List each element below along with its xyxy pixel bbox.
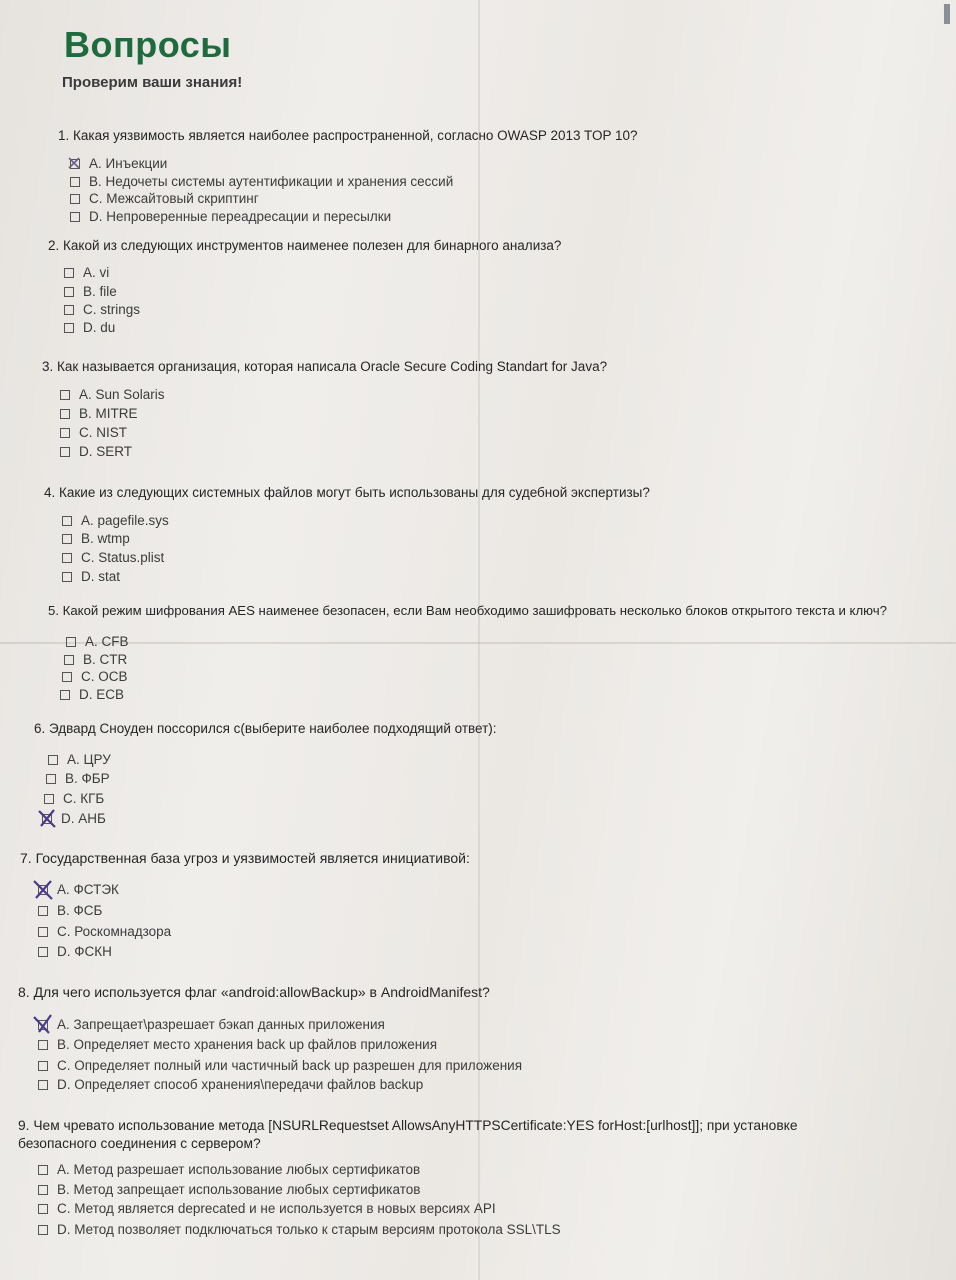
checkbox[interactable] (38, 1040, 48, 1050)
option-label: D. SERT (79, 444, 133, 459)
cross-mark-icon (33, 1015, 55, 1035)
checkbox[interactable] (70, 194, 80, 204)
option-5a[interactable] (66, 634, 129, 649)
option-label: A. Инъекции (89, 156, 168, 171)
option-2a[interactable] (64, 265, 109, 280)
checkbox[interactable] (60, 409, 70, 419)
option-label: A. ЦРУ (67, 752, 111, 767)
checkbox[interactable] (38, 906, 48, 916)
option-label: B. wtmp (81, 531, 130, 546)
option-label: D. du (83, 320, 116, 335)
checkbox-checked[interactable] (38, 1020, 48, 1030)
option-9c[interactable] (38, 1201, 496, 1216)
checkbox[interactable] (38, 1204, 48, 1214)
question-9: 9. Чем чревато использование метода [NSURLRequestset AllowsAnyHTTPSCertificate:YES forHost:[urlhost]]; при установке безопасного соединения с сервером? (18, 1118, 798, 1151)
checkbox[interactable] (64, 287, 74, 297)
checkbox[interactable] (44, 794, 54, 804)
option-label: B. ФСБ (57, 903, 103, 918)
checkbox[interactable] (38, 927, 48, 937)
checkbox[interactable] (38, 1061, 48, 1071)
checkbox[interactable] (60, 390, 70, 400)
option-label: C. NIST (79, 425, 128, 440)
checkbox[interactable] (64, 268, 74, 278)
checkbox[interactable] (60, 447, 70, 457)
option-label: C. OCB (81, 669, 128, 684)
option-label: A. ФСТЭК (57, 882, 119, 897)
option-4b[interactable] (62, 531, 130, 546)
option-label: A. Sun Solaris (79, 387, 165, 402)
checkbox[interactable] (62, 672, 72, 682)
page-title: Вопросы (64, 24, 232, 65)
option-1d[interactable] (70, 209, 391, 224)
cross-mark-icon (65, 154, 87, 174)
option-label: B. MITRE (79, 406, 138, 421)
option-8a[interactable] (38, 1017, 385, 1032)
option-6a[interactable] (48, 752, 111, 767)
option-8b[interactable] (38, 1037, 437, 1052)
option-label: B. file (83, 284, 117, 299)
question-1: 1. Какая уязвимость является наиболее распространенной, согласно OWASP 2013 TOP 10? (58, 128, 638, 143)
option-5b[interactable] (64, 652, 127, 667)
option-2d[interactable] (64, 320, 115, 335)
checkbox[interactable] (38, 947, 48, 957)
option-8d[interactable] (38, 1077, 423, 1092)
option-4a[interactable] (62, 513, 169, 528)
checkbox-checked[interactable] (38, 885, 48, 895)
option-label: D. ECB (79, 687, 125, 702)
option-5c[interactable] (62, 669, 128, 684)
option-6b[interactable] (46, 771, 110, 786)
option-label: A. Запрещает\разрешает бэкап данных приложения (57, 1017, 385, 1032)
checkbox-checked[interactable] (42, 814, 52, 824)
question-2: 2. Какой из следующих инструментов наименее полезен для бинарного анализа? (48, 238, 562, 253)
option-2b[interactable] (64, 284, 117, 299)
cross-mark-icon (33, 880, 55, 900)
option-9d[interactable] (38, 1222, 561, 1237)
page-subtitle: Проверим ваши знания! (62, 74, 243, 91)
option-3a[interactable] (60, 387, 165, 402)
option-6c[interactable] (44, 791, 104, 806)
fold-line (478, 0, 480, 1280)
checkbox[interactable] (70, 212, 80, 222)
option-1b[interactable] (70, 174, 453, 189)
option-5d[interactable] (60, 687, 124, 702)
option-label: B. Определяет место хранения back up файлов приложения (57, 1037, 438, 1052)
option-label: C. Определяет полный или частичный back up разрешен для приложения (57, 1058, 523, 1073)
checkbox[interactable] (38, 1185, 48, 1195)
question-8: 8. Для чего используется флаг «android:allowBackup» в AndroidManifest? (18, 984, 490, 1000)
corner-mark (944, 4, 950, 24)
option-label: C. Status.plist (81, 550, 165, 565)
checkbox[interactable] (60, 428, 70, 438)
option-label: B. Недочеты системы аутентификации и хранения сессий (89, 174, 454, 189)
checkbox[interactable] (38, 1080, 48, 1090)
option-3d[interactable] (60, 444, 132, 459)
option-1c[interactable] (70, 191, 259, 206)
option-2c[interactable] (64, 302, 140, 317)
option-label: B. ФБР (65, 771, 110, 786)
option-4d[interactable] (62, 569, 120, 584)
option-7a[interactable] (38, 882, 119, 897)
option-label: C. strings (83, 302, 141, 317)
option-6d[interactable] (42, 811, 106, 826)
option-label: D. Метод позволяет подключаться только к старым версиям протокола SSL\TLS (57, 1222, 561, 1237)
checkbox[interactable] (60, 690, 70, 700)
checkbox[interactable] (64, 323, 74, 333)
option-label: A. CFB (85, 634, 129, 649)
option-8c[interactable] (38, 1058, 522, 1073)
option-7d[interactable] (38, 944, 112, 959)
checkbox[interactable] (62, 534, 72, 544)
checkbox[interactable] (64, 305, 74, 315)
option-1a[interactable] (70, 156, 167, 171)
option-9a[interactable] (38, 1162, 420, 1177)
question-5: 5. Какой режим шифрования AES наименее безопасен, если Вам необходимо зашифровать несколько блоков открытого текста и ключ? (48, 603, 887, 618)
checkbox[interactable] (48, 755, 58, 765)
checkbox[interactable] (62, 553, 72, 563)
question-3: 3. Как называется организация, которая написала Oracle Secure Coding Standart for Java? (42, 359, 608, 374)
option-label: A. vi (83, 265, 110, 280)
option-label: D. Непроверенные переадресации и пересылки (89, 209, 392, 224)
question-7: 7. Государственная база угроз и уязвимостей является инициативой: (20, 850, 470, 866)
checkbox[interactable] (38, 1165, 48, 1175)
option-label: C. Роскомнадзора (57, 924, 172, 939)
option-4c[interactable] (62, 550, 164, 565)
option-label: B. CTR (83, 652, 128, 667)
question-4: 4. Какие из следующих системных файлов могут быть использованы для судебной экспертизы? (44, 485, 650, 500)
option-label: C. КГБ (63, 791, 105, 806)
option-label: A. pagefile.sys (81, 513, 169, 528)
option-label: D. АНБ (61, 811, 106, 826)
option-label: D. Определяет способ хранения\передачи файлов backup (57, 1077, 424, 1092)
option-label: D. stat (81, 569, 121, 584)
checkbox[interactable] (46, 774, 56, 784)
checkbox[interactable] (66, 637, 76, 647)
option-label: A. Метод разрешает использование любых сертификатов (57, 1162, 421, 1177)
checkbox[interactable] (70, 177, 80, 187)
option-7c[interactable] (38, 924, 171, 939)
question-6: 6. Эдвард Сноуден поссорился с(выберите наиболее подходящий ответ): (34, 721, 497, 736)
cross-mark-icon (37, 809, 59, 829)
checkbox[interactable] (62, 572, 72, 582)
option-label: B. Метод запрещает использование любых сертификатов (57, 1182, 421, 1197)
checkbox[interactable] (62, 516, 72, 526)
option-3c[interactable] (60, 425, 127, 440)
checkbox[interactable] (38, 1225, 48, 1235)
checkbox-checked[interactable] (70, 159, 80, 169)
option-label: C. Метод является deprecated и не используется в новых версиях API (57, 1201, 496, 1216)
option-9b[interactable] (38, 1182, 420, 1197)
option-label: D. ФСКН (57, 944, 112, 959)
option-7b[interactable] (38, 903, 102, 918)
option-3b[interactable] (60, 406, 138, 421)
option-label: C. Межсайтовый скриптинг (89, 191, 259, 206)
checkbox[interactable] (64, 655, 74, 665)
